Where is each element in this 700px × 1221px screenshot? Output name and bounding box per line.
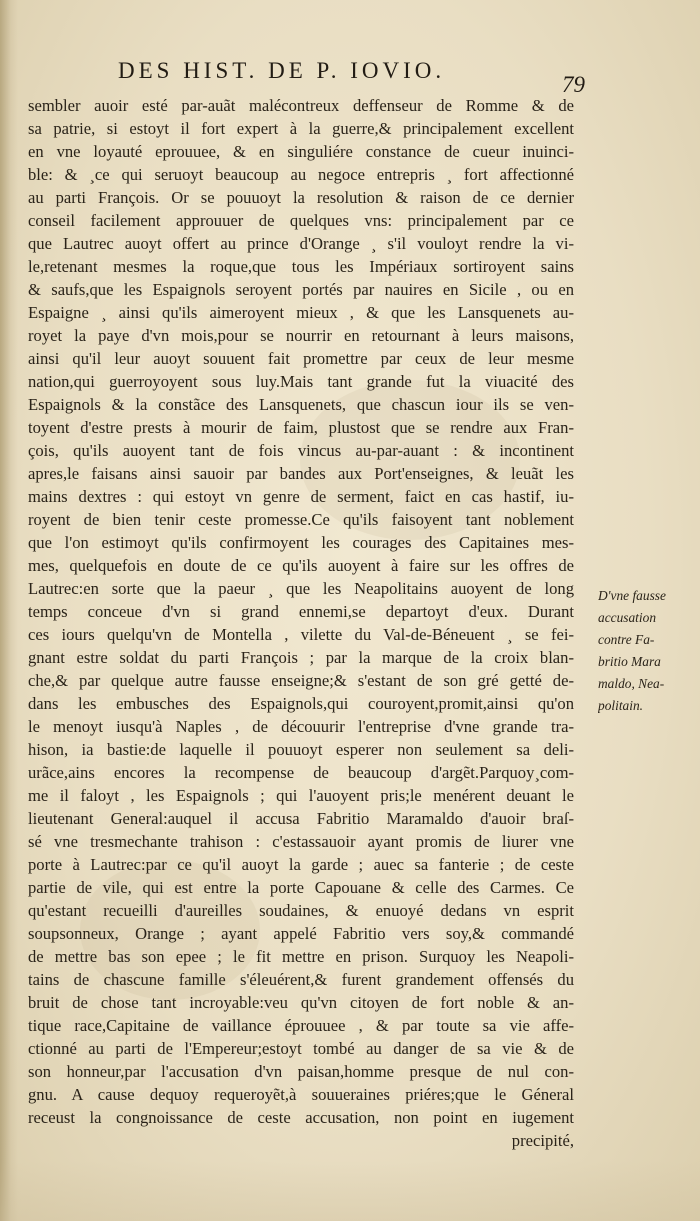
margin-note-line: maldo, Nea- [598,676,665,691]
text-line: ces iours quelqu'vn de Montella , vilette du Val-de-Béneuent ¸ se fei- [28,625,574,644]
text-line: de mettre bas son epee ; le fit mettre en prison. Surquoy les Neapoli- [28,947,574,966]
text-line: urãce,ains encores la recompense de beaucoup d'argẽt.Parquoy¸com- [28,763,574,782]
text-line: apres,le faisans ainsi sauoir par bandes aux Port'enseignes, & leuãt les [28,464,574,483]
body-text [28,94,574,1152]
running-title: DES HIST. DE P. IOVIO. [118,58,446,83]
text-line: royet la paye d'vn mois,pour se nourrir en retournant à leurs maisons, [28,326,574,345]
text-line: tique race,Capitaine de vaillance éprouuee , & par toute sa vie affe- [28,1016,574,1035]
text-line: porte à Lautrec:par ce qu'il auoyt la garde ; auec sa fanterie ; de ceste [28,855,574,874]
text-line: sembler auoir esté par-auãt malécontreux deffenseur de Romme & de [28,96,574,115]
catchword-line: precipité, [511,1131,574,1150]
text-line: son honneur,par l'accusation d'vn paisan,homme presque de nul con- [28,1062,574,1081]
text-line: gnant estre soldat du parti François ; par la marque de la croix blan- [28,648,574,667]
text-line: gnu. A cause dequoy requeroyẽt,à souueraines priéres;que le Géneral [28,1085,574,1104]
text-line: ainsi qu'il leur auoyt souuent fait promettre par ceux de leur mesme [28,349,574,368]
page-number: 79 [562,72,585,97]
text-line: Espaignols & la constãce des Lansquenets, que chascun iour ils se ven- [28,395,574,414]
margin-note-line: D'vne fausse [598,588,666,603]
text-line: Lautrec:en sorte que la paeur ¸ que les Neapolitains auoyent de long [28,579,574,598]
text-line: bruit de chose tant incroyable:veu qu'vn citoyen de fort noble & an- [28,993,574,1012]
text-line: le,retenant mesmes la roque,que tous les Impériaux sortiroyent sains [28,257,574,276]
text-line: le menoyt iusqu'à Naples , de découurir l'entreprise d'vne grande tra- [28,717,574,736]
gutter-shadow [0,0,18,1221]
text-line: ble: & ¸ce qui seruoyt beaucoup au negoce entrepris ¸ fort affectionné [28,165,574,184]
margin-note-line: politain. [598,698,644,713]
text-line: partie de vile, qui est entre la porte Capouane & celle des Carmes. Ce [28,878,574,897]
text-line: hison, ia bastie:de laquelle il pouuoyt esperer non seulement sa deli- [28,740,574,759]
text-line: en vne loyauté eprouuee, & en singuliére constance de cueur inuinci- [28,142,574,161]
margin-note [598,585,698,717]
text-line: Espaigne ¸ ainsi qu'ils aimeroyent mieux , & que les Lansquenets au- [28,303,574,322]
text-line: sé vne tresmechante trahison : c'estassauoir ayant promis de liurer vne [28,832,574,851]
text-line: mains dextres : qui estoyt vn genre de serment, faict en cas hastif, iu- [28,487,574,506]
margin-note-line: contre Fa- [598,632,655,647]
text-line: temps conceue d'vn si grand ennemi,se departoyt d'eux. Durant [28,602,574,621]
text-line: me il faloyt , les Espaignols ; qui l'auoyent pris;le menérent deuant le [28,786,574,805]
text-line: receust la congnoissance de ceste accusation, non point en iugement [28,1108,574,1127]
margin-note-line: britio Mara [598,654,661,669]
text-line: che,& par quelque autre fausse enseigne;& s'estant de son gré getté de- [28,671,574,690]
text-line: lieutenant General:auquel il accusa Fabritio Maramaldo d'auoir braſ- [28,809,574,828]
text-line: qu'estant recueilli d'aureilles soudaines, & enuoyé dedans vn esprit [28,901,574,920]
text-line: toyent d'estre prests à mourir de faim, plustost que se rendre aux Fran- [28,418,574,437]
text-line: dans les embusches des Espaignols,qui couroyent,promit,ainsi qu'on [28,694,574,713]
text-line: sa patrie, si estoyt il fort expert à la guerre,& principalement excellent [28,119,574,138]
text-line: & saufs,que les Espaignols seroyent portés par nauires en Sicile , ou en [28,280,574,299]
text-line: au parti François. Or se pouuoyt la resolution & raison de ce dernier [28,188,574,207]
text-line: nation,qui guerroyoyent sous luy.Mais tant grande fut la viuacité des [28,372,574,391]
text-line: conseil facilement approuuer de quelques vns: principalement par ce [28,211,574,230]
text-line: tains de chascune famille s'éleuérent,& furent grandement offensés du [28,970,574,989]
text-line: ctionné au parti de l'Empereur;estoyt tombé au danger de sa vie & de [28,1039,574,1058]
text-line: soupsonneux, Orange ; ayant appelé Fabritio vers soy,& commandé [28,924,574,943]
text-line: mes, quelquefois en doute de ce qu'ils auoyent à faire sur les offres de [28,556,574,575]
text-line: çois, qu'ils auoyent tant de fois vincus au-par-auant : & incontinent [28,441,574,460]
text-line: royent de bien tenir ceste promesse.Ce qu'ils faisoyent tant noblement [28,510,574,529]
text-line: que Lautrec auoyt offert au prince d'Orange ¸ s'il vouloyt rendre la vi- [28,234,574,253]
text-line: que l'on estimoyt qu'ils confirmoyent les courages des Capitaines mes- [28,533,574,552]
margin-note-line: accusation [598,610,657,625]
page-bottom-shadow [0,1161,700,1221]
